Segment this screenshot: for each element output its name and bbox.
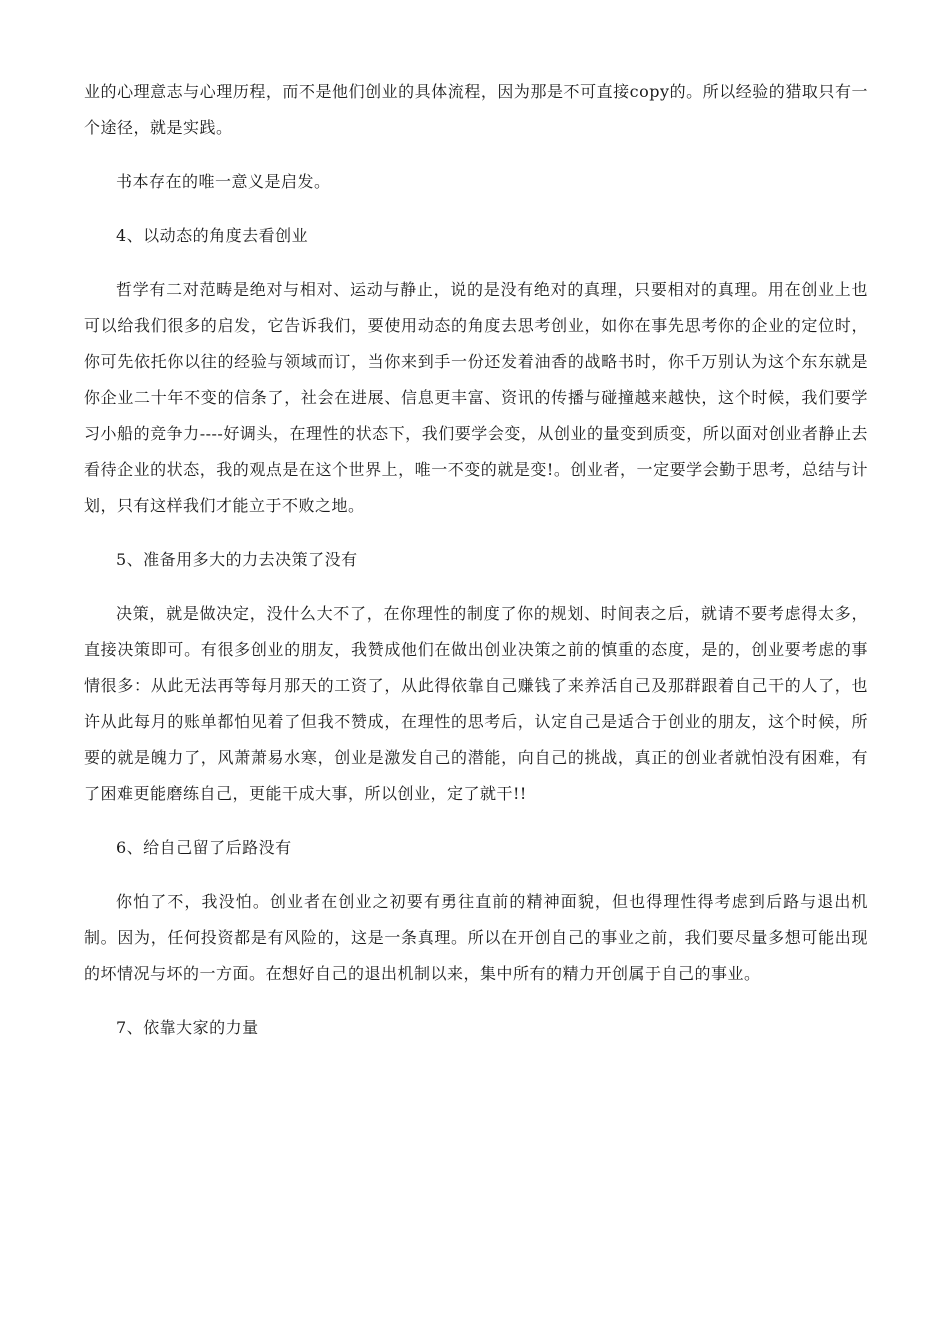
paragraph-continuation: 业的心理意志与心理历程，而不是他们创业的具体流程，因为那是不可直接copy的。所以经验的猎取只有一个途径，就是实践。 [84,82,868,137]
section-heading-6: 6、给自己留了后路没有 [116,838,292,857]
section-heading-7: 7、依靠大家的力量 [116,1018,259,1037]
paragraph-dynamic-perspective: 哲学有二对范畴是绝对与相对、运动与静止，说的是没有绝对的真理，只要相对的真理。用在创业上也可以给我们很多的启发，它告诉我们，要使用动态的角度去思考创业，如你在事先思考你的企业的定位时，你可先依托你以往的经验与领域而订，当你来到手一份还发着油香的战略书时，你千万别认为这个东东就是你企业二十年不变的信条了，社会在进展、信息更丰富、资讯的传播与碰撞越来越快，这个时候，我们要学习小船的竞争力----好调头，在理性的状态下，我们要学会变，从创业的量变到质变，所以面对创业者静止去看待企业的状态，我的观点是在这个世界上，唯一不变的就是变!。创业者，一定要学会勤于思考，总结与计划，只有这样我们才能立于不败之地。 [84,280,868,515]
section-heading-5: 5、准备用多大的力去决策了没有 [116,550,358,569]
paragraph-exit-plan: 你怕了不，我没怕。创业者在创业之初要有勇往直前的精神面貌，但也得理性得考虑到后路与退出机制。因为，任何投资都是有风险的，这是一条真理。所以在开创自己的事业之前，我们要尽量多想可能出现的坏情况与坏的一方面。在想好自己的退出机制以来，集中所有的精力开创属于自己的事业。 [84,892,868,983]
paragraph-decision: 决策，就是做决定，没什么大不了，在你理性的制度了你的规划、时间表之后，就请不要考虑得太多，直接决策即可。有很多创业的朋友，我赞成他们在做出创业决策之前的慎重的态度，是的，创业要考虑的事情很多：从此无法再等每月那天的工资了，从此得依靠自己赚钱了来养活自己及那群跟着自己干的人了，也许从此每月的账单都怕见着了但我不赞成，在理性的思考后，认定自己是适合于创业的朋友，这个时候，所要的就是魄力了，风萧萧易水寒，创业是激发自己的潜能，向自己的挑战，真正的创业者就怕没有困难，有了困难更能磨练自己，更能干成大事，所以创业，定了就干!! [84,604,868,803]
paragraph-book-meaning: 书本存在的唯一意义是启发。 [116,172,331,191]
document-body [84,74,868,1064]
section-heading-4: 4、以动态的角度去看创业 [116,226,309,245]
